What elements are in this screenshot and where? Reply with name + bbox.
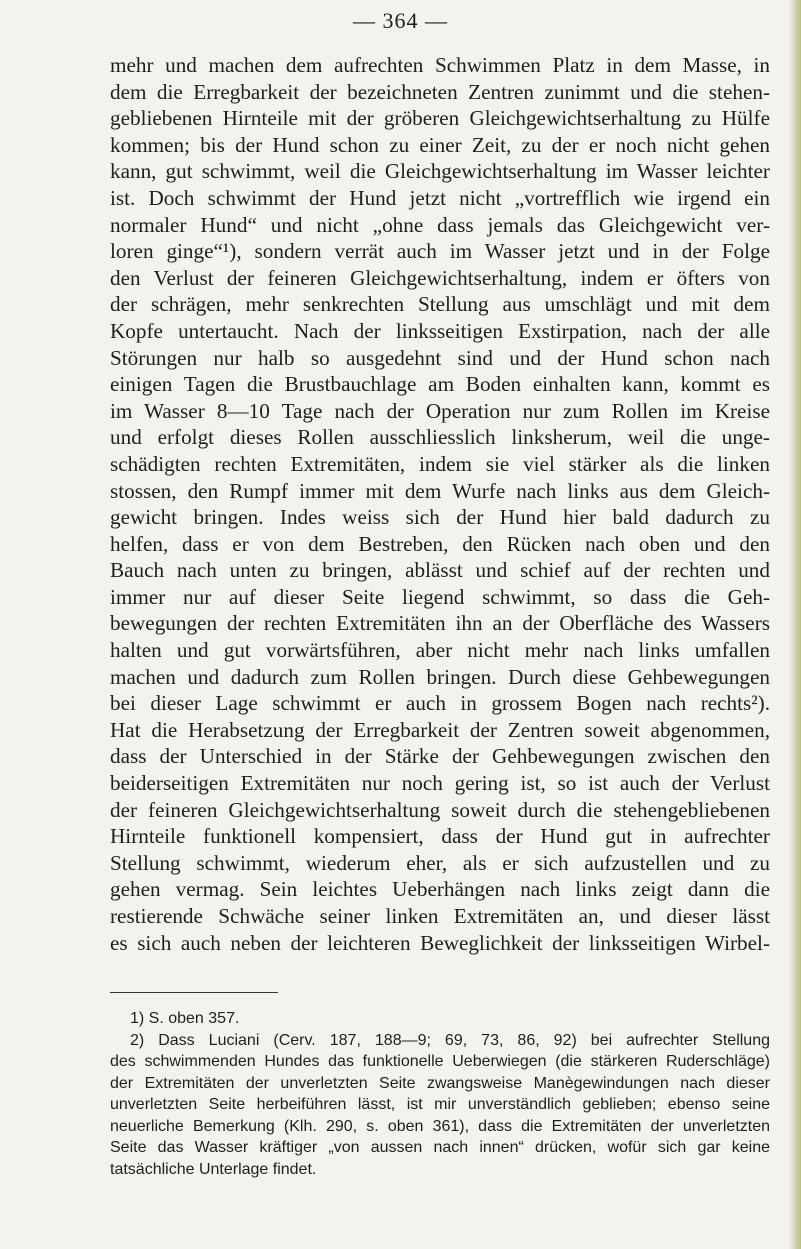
body-line: Störungen nur halb so ausgedehnt sind und der Hund schon nach	[110, 345, 770, 370]
footnote-line: 2) Dass Luciani (Cerv. 187, 188—9; 69, 73, 86, 92) bei aufrechter Stellung	[130, 1031, 770, 1049]
body-line: stossen, den Rumpf immer mit dem Wurfe nach links aus dem Gleich-	[110, 478, 770, 503]
footnote-line: neuerliche Bemerkung (Klh. 290, s. oben 361), dass die Extremitäten der unverletzten	[110, 1117, 770, 1135]
body-line: Stellung schwimmt, wiederum eher, als er sich aufzustellen und zu	[110, 850, 770, 875]
body-line: beiderseitigen Extremitäten nur noch gering ist, so ist auch der Verlust	[110, 771, 770, 796]
body-line: schädigten rechten Extremitäten, indem sie viel stärker als die linken	[110, 451, 770, 476]
body-line: gewicht bringen. Indes weiss sich der Hund hier bald dadurch zu	[110, 505, 770, 530]
body-line: halten und gut vorwärtsführen, aber nicht mehr nach links umfallen	[110, 638, 770, 663]
page-number: — 364 —	[353, 8, 448, 33]
footnote-line: des schwimmenden Hundes das funktionelle Ueberwiegen (die stärkeren Ruderschläge)	[110, 1053, 770, 1070]
body-line: Bauch nach unten zu bringen, ablässt und schief auf der rechten und	[110, 558, 770, 583]
body-line: der schrägen, mehr senkrechten Stellung aus umschlägt und mit dem	[110, 292, 770, 317]
footnote	[110, 1030, 770, 1181]
footnote-line: 1) S. oben 357.	[130, 1010, 240, 1027]
footnote-line: tatsächliche Unterlage findet.	[110, 1160, 317, 1178]
body-line: mehr und machen dem aufrechten Schwimmen Platz in dem Masse, in	[110, 53, 770, 77]
body-line: helfen, dass er von dem Bestreben, den Rücken nach oben und den	[110, 531, 770, 556]
footnote-line: der Extremitäten der unverletzten Seite zwangsweise Manègewindungen nach dieser	[110, 1074, 770, 1092]
body-line: gehen vermag. Sein leichtes Ueberhängen nach links zeigt dann die	[110, 877, 770, 902]
footnotes	[110, 1008, 770, 1180]
footnote-separator	[110, 992, 278, 993]
body-line: dem die Erregbarkeit der bezeichneten Zentren zunimmt und die stehen-	[110, 79, 770, 104]
body-line: immer nur auf dieser Seite liegend schwimmt, so dass die Geh-	[110, 584, 770, 609]
body-line: bei dieser Lage schwimmt er auch in grossem Bogen nach rechts²).	[110, 691, 770, 716]
footnote-line: Seite das Wasser kräftiger „von aussen nach innen“ drücken, wofür sich gar keine	[110, 1139, 770, 1156]
footnote	[110, 1008, 770, 1030]
body-line: dass der Unterschied in der Stärke der Gehbewegungen zwischen den	[110, 744, 770, 769]
footnote-line: unverletzten Seite herbeiführen lässt, ist mir unverständlich geblieben; ebenso seine	[110, 1096, 770, 1113]
body-line: Hirnteile funktionell kompensiert, dass der Hund gut in aufrechter	[110, 824, 770, 849]
body-line: kommen; bis der Hund schon zu einer Zeit, zu der er noch nicht gehen	[110, 132, 770, 157]
body-text	[110, 52, 770, 956]
body-line: der feineren Gleichgewichtserhaltung soweit durch die stehengebliebenen	[110, 797, 770, 822]
body-line: gebliebenen Hirnteile mit der gröberen Gleichgewichtserhaltung zu Hülfe	[110, 106, 770, 131]
page-edge	[789, 0, 801, 1249]
body-line: und erfolgt dieses Rollen ausschliesslich linksherum, weil die unge-	[110, 425, 770, 450]
body-line: loren ginge“¹), sondern verrät auch im Wasser jetzt und in der Folge	[110, 239, 770, 264]
body-line: normaler Hund“ und nicht „ohne dass jemals das Gleichgewicht ver-	[110, 212, 770, 237]
body-line: einigen Tagen die Brustbauchlage am Boden einhalten kann, kommt es	[110, 372, 770, 397]
body-line: bewegungen der rechten Extremitäten ihn an der Oberfläche des Wassers	[110, 611, 770, 636]
body-line: Hat die Herabsetzung der Erregbarkeit der Zentren soweit abgenommen,	[110, 717, 770, 742]
body-line: ist. Doch schwimmt der Hund jetzt nicht „vortrefflich wie irgend ein	[110, 185, 770, 210]
body-line: im Wasser 8—10 Tage nach der Operation nur zum Rollen im Kreise	[110, 398, 770, 423]
body-line: kann, gut schwimmt, weil die Gleichgewichtserhaltung im Wasser leichter	[110, 159, 770, 184]
body-line: es sich auch neben der leichteren Beweglichkeit der linksseitigen Wirbel-	[110, 930, 770, 955]
body-line: restierende Schwäche seiner linken Extremitäten an, und dieser lässt	[110, 904, 770, 928]
body-line: den Verlust der feineren Gleichgewichtserhaltung, indem er öfters von	[110, 265, 770, 290]
body-line: machen und dadurch zum Rollen bringen. Durch diese Gehbewegungen	[110, 664, 770, 689]
body-line: Kopfe untertaucht. Nach der linksseitigen Exstirpation, nach der alle	[110, 318, 770, 343]
